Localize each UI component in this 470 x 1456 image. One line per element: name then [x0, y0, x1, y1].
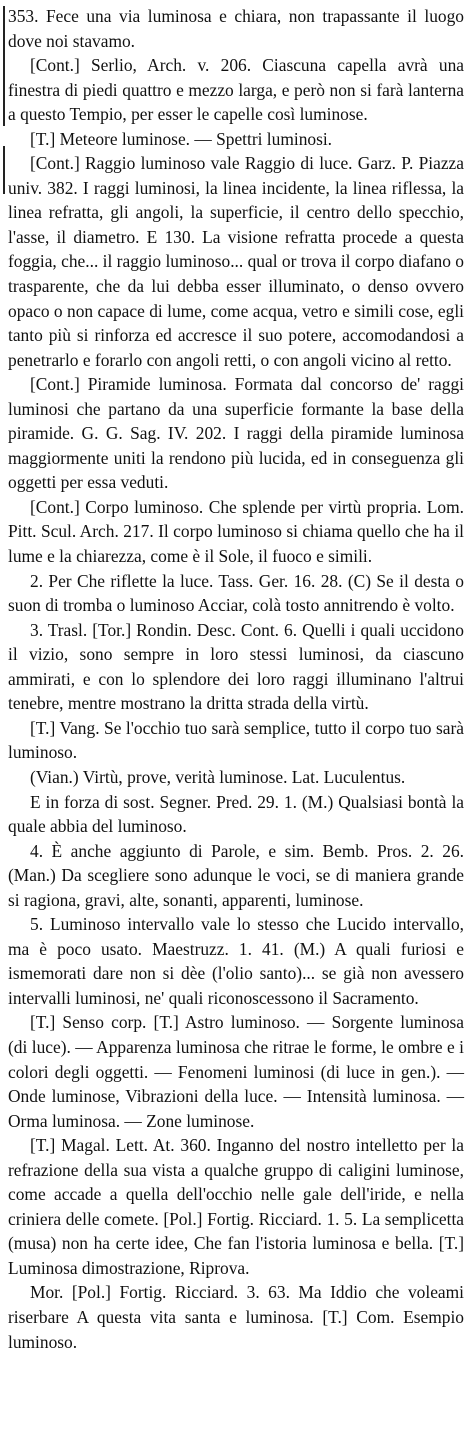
entry-paragraph-sense-4: 4. È anche aggiunto di Parole, e sim. Bemb. Pros. 2. 26. (Man.) Da scegliere sono adunque le voci, se di maniera grande si ragiona, gravi, alte, sonanti, apparenti, luminose.: [8, 840, 464, 910]
entry-paragraph-serlio: [Cont.] Serlio, Arch. v. 206. Ciascuna capella avrà una finestra di piedi quattro e mezzo larga, e però non si farà lanterna a questo Tempio, per esser le capelle così luminose.: [8, 55, 464, 125]
entry-paragraph-sense-3: 3. Trasl. [Tor.] Rondin. Desc. Cont. 6. Quelli i quali uccidono il vizio, sono sempre in loro stessi luminosi, da ciascuno ammirati, e con lo splendore dei loro raggi illuminano l'altrui tenebre, mentre mostrano la dritta strada della virtù.: [8, 619, 464, 714]
entry-paragraph-meteore: [T.] Meteore luminose. — Spettri luminosi.: [30, 128, 333, 149]
entry-paragraph-luculentus: (Vian.) Virtù, prove, verità luminose. Lat. Luculentus.: [30, 766, 406, 787]
entry-paragraph-sense-2: 2. Per Che riflette la luce. Tass. Ger. 16. 28. (C) Se il desta o suon di tromba o luminoso Acciar, colà tosto annitrendo è volto.: [8, 570, 464, 616]
entry-paragraph-353: 353. Fece una via luminosa e chiara, non trapassante il luogo dove noi stavamo.: [8, 6, 464, 51]
margin-rule: [3, 146, 5, 194]
entry-paragraph-corpo-luminoso: [Cont.] Corpo luminoso. Che splende per virtù propria. Lom. Pitt. Scul. Arch. 217. Il corpo luminoso si chiama quello che ha il lume e la chiarezza, come è il Sole, il fuoco e simili.: [8, 496, 464, 567]
entry-paragraph-raggio-luminoso: [Cont.] Raggio luminoso vale Raggio di luce. Garz. P. Piazza univ. 382. I raggi luminosi, la linea incidente, la linea riflessa, la linea refratta, gli angoli, la superficie, il centro dello specchio, l'asse, il diametro. E 130. La visione refratta procede a questa foggia, che... il raggio luminoso... qual or trova il corpo diafano o trasparente, che da lui debba esser illuminato, o denso ovvero opaco o non capace di lume, come acqua, vetro e simili cose, egli tanto più si rinforza ed accresce il suo potere, accomodandosi a penetrarlo e forarlo con angoli retti, o con angoli vicino al retto.: [8, 153, 464, 370]
entry-paragraph-vangelo: [T.] Vang. Se l'occhio tuo sarà semplice, tutto il corpo tuo sarà luminoso.: [8, 717, 464, 763]
entry-paragraph-senso-corp: [T.] Senso corp. [T.] Astro luminoso. — Sorgente luminosa (di luce). — Apparenza luminosa che ritrae le forme, le ombre e i colori degli oggetti. — Fenomeni luminosi (di luce in gen.). — Onde luminose, Vibrazioni della luce. — Intensità luminosa. — Orma luminosa. — Zone luminose.: [8, 1012, 464, 1131]
entry-paragraph-morale: Mor. [Pol.] Fortig. Ricciard. 3. 63. Ma Iddio che voleami riserbare A questa vita santa e luminosa. [T.] Com. Esempio luminoso.: [8, 1282, 464, 1352]
entry-paragraph-magalotti: [T.] Magal. Lett. At. 360. Inganno del nostro intelletto per la refrazione della sua vista a qualche gruppo di caligini luminose, come accade a quella dell'occhio nelle gale dell'iride, e nella criniera delle comete. [Pol.] Fortig. Ricciard. 1. 5. La semplicetta (musa) non ha certe idee, Che fan l'istoria luminosa e bella. [T.] Luminosa dimostrazione, Riprova.: [8, 1135, 464, 1278]
entry-paragraph-sostantivo: E in forza di sost. Segner. Pred. 29. 1. (M.) Qualsiasi bontà la quale abbia del luminoso.: [8, 791, 464, 837]
margin-rule: [3, 6, 5, 126]
entry-paragraph-piramide-luminosa: [Cont.] Piramide luminosa. Formata dal concorso de' raggi luminosi che partano da una superficie formante la base della piramide. G. G. Sag. IV. 202. I raggi della piramide luminosa maggiormente uniti la rendono più lucida, ed in conseguenza gli oggetti per essa veduti.: [8, 374, 464, 493]
entry-paragraph-sense-5: 5. Luminoso intervallo vale lo stesso che Lucido intervallo, ma è poco usato. Maestruzz. 1. 41. (M.) A quali furiosi e ismemorati dare non si dèe (l'olio santo)... se già non avessero intervalli luminosi, ne' quali riconoscessono il Sacramento.: [8, 914, 464, 1008]
